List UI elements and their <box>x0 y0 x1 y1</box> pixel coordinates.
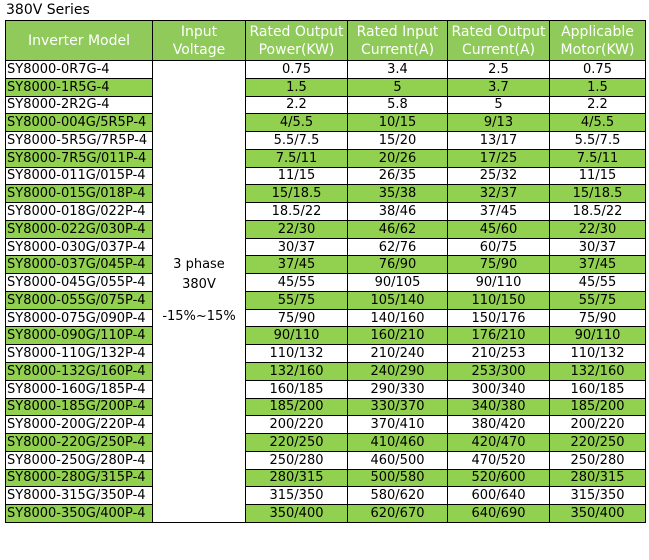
cell-model: SY8000-2R2G-4 <box>6 96 153 114</box>
header-applicable-motor: Applicable Motor(KW) <box>550 21 646 61</box>
cell-motor: 0.75 <box>550 61 646 79</box>
table-row <box>6 132 646 150</box>
cell-model: SY8000-110G/132P-4 <box>6 345 153 363</box>
cell-motor: 250/280 <box>550 451 646 469</box>
header-inverter-model: Inverter Model <box>6 21 153 61</box>
header-rated-output-power: Rated Output Power(KW) <box>246 21 348 61</box>
input-voltage-cell <box>153 61 246 523</box>
cell-power: 132/160 <box>246 363 348 381</box>
cell-in-current: 5.8 <box>348 96 448 114</box>
cell-out-current: 470/520 <box>448 451 550 469</box>
cell-model: SY8000-5R5G/7R5P-4 <box>6 132 153 150</box>
cell-power: 2.2 <box>246 96 348 114</box>
cell-power: 45/55 <box>246 274 348 292</box>
cell-out-current: 340/380 <box>448 398 550 416</box>
cell-out-current: 60/75 <box>448 238 550 256</box>
table-row <box>6 114 646 132</box>
cell-model: SY8000-022G/030P-4 <box>6 220 153 238</box>
cell-power: 250/280 <box>246 451 348 469</box>
cell-in-current: 76/90 <box>348 256 448 274</box>
cell-motor: 90/110 <box>550 327 646 345</box>
cell-out-current: 640/690 <box>448 505 550 523</box>
cell-in-current: 105/140 <box>348 291 448 309</box>
cell-out-current: 420/470 <box>448 434 550 452</box>
cell-out-current: 37/45 <box>448 203 550 221</box>
cell-in-current: 140/160 <box>348 309 448 327</box>
cell-model: SY8000-090G/110P-4 <box>6 327 153 345</box>
cell-motor: 2.2 <box>550 96 646 114</box>
cell-model: SY8000-030G/037P-4 <box>6 238 153 256</box>
table-row <box>6 238 646 256</box>
cell-in-current: 160/210 <box>348 327 448 345</box>
table-row <box>6 434 646 452</box>
cell-model: SY8000-018G/022P-4 <box>6 203 153 221</box>
cell-motor: 350/400 <box>550 505 646 523</box>
cell-motor: 11/15 <box>550 167 646 185</box>
cell-out-current: 253/300 <box>448 363 550 381</box>
cell-in-current: 62/76 <box>348 238 448 256</box>
cell-motor: 220/250 <box>550 434 646 452</box>
cell-motor: 7.5/11 <box>550 149 646 167</box>
cell-motor: 30/37 <box>550 238 646 256</box>
cell-in-current: 10/15 <box>348 114 448 132</box>
table-row <box>6 220 646 238</box>
cell-in-current: 290/330 <box>348 380 448 398</box>
table-row <box>6 185 646 203</box>
cell-in-current: 460/500 <box>348 451 448 469</box>
cell-out-current: 3.7 <box>448 78 550 96</box>
cell-power: 90/110 <box>246 327 348 345</box>
cell-in-current: 210/240 <box>348 345 448 363</box>
input-voltage-line1: 3 phase <box>173 257 225 273</box>
cell-power: 4/5.5 <box>246 114 348 132</box>
cell-model: SY8000-055G/075P-4 <box>6 291 153 309</box>
cell-model: SY8000-045G/055P-4 <box>6 274 153 292</box>
cell-out-current: 600/640 <box>448 487 550 505</box>
cell-model: SY8000-1R5G-4 <box>6 78 153 96</box>
cell-out-current: 150/176 <box>448 309 550 327</box>
table-row <box>6 256 646 274</box>
cell-out-current: 210/253 <box>448 345 550 363</box>
cell-model: SY8000-0R7G-4 <box>6 61 153 79</box>
cell-model: SY8000-004G/5R5P-4 <box>6 114 153 132</box>
cell-out-current: 300/340 <box>448 380 550 398</box>
input-voltage-line2: 380V <box>182 277 216 293</box>
table-row <box>6 167 646 185</box>
table-row <box>6 380 646 398</box>
cell-out-current: 17/25 <box>448 149 550 167</box>
cell-motor: 18.5/22 <box>550 203 646 221</box>
cell-power: 5.5/7.5 <box>246 132 348 150</box>
cell-out-current: 176/210 <box>448 327 550 345</box>
table-row <box>6 274 646 292</box>
header-rated-output-current: Rated Output Current(A) <box>448 21 550 61</box>
table-row <box>6 61 646 79</box>
table-row <box>6 345 646 363</box>
cell-power: 11/15 <box>246 167 348 185</box>
header-rated-input-current: Rated Input Current(A) <box>348 21 448 61</box>
header-row <box>6 21 646 61</box>
cell-in-current: 580/620 <box>348 487 448 505</box>
input-voltage-line3: -15%~15% <box>162 309 236 325</box>
cell-power: 220/250 <box>246 434 348 452</box>
table-caption: 380V Series <box>6 2 90 18</box>
table-row <box>6 469 646 487</box>
cell-motor: 1.5 <box>550 78 646 96</box>
cell-in-current: 370/410 <box>348 416 448 434</box>
header-input-voltage: Input Voltage <box>153 21 246 61</box>
cell-in-current: 15/20 <box>348 132 448 150</box>
table-row <box>6 505 646 523</box>
cell-model: SY8000-132G/160P-4 <box>6 363 153 381</box>
cell-model: SY8000-7R5G/011P-4 <box>6 149 153 167</box>
cell-out-current: 110/150 <box>448 291 550 309</box>
cell-out-current: 25/32 <box>448 167 550 185</box>
cell-power: 160/185 <box>246 380 348 398</box>
cell-motor: 55/75 <box>550 291 646 309</box>
cell-power: 185/200 <box>246 398 348 416</box>
cell-in-current: 46/62 <box>348 220 448 238</box>
cell-out-current: 13/17 <box>448 132 550 150</box>
cell-model: SY8000-075G/090P-4 <box>6 309 153 327</box>
cell-motor: 110/132 <box>550 345 646 363</box>
cell-power: 18.5/22 <box>246 203 348 221</box>
cell-motor: 280/315 <box>550 469 646 487</box>
cell-out-current: 45/60 <box>448 220 550 238</box>
cell-model: SY8000-015G/018P-4 <box>6 185 153 203</box>
cell-model: SY8000-315G/350P-4 <box>6 487 153 505</box>
cell-model: SY8000-200G/220P-4 <box>6 416 153 434</box>
cell-model: SY8000-185G/200P-4 <box>6 398 153 416</box>
cell-power: 1.5 <box>246 78 348 96</box>
cell-model: SY8000-250G/280P-4 <box>6 451 153 469</box>
cell-motor: 200/220 <box>550 416 646 434</box>
cell-in-current: 26/35 <box>348 167 448 185</box>
cell-motor: 37/45 <box>550 256 646 274</box>
cell-model: SY8000-220G/250P-4 <box>6 434 153 452</box>
cell-motor: 22/30 <box>550 220 646 238</box>
cell-in-current: 410/460 <box>348 434 448 452</box>
cell-motor: 315/350 <box>550 487 646 505</box>
cell-model: SY8000-160G/185P-4 <box>6 380 153 398</box>
cell-power: 200/220 <box>246 416 348 434</box>
table-row <box>6 203 646 221</box>
cell-motor: 75/90 <box>550 309 646 327</box>
cell-model: SY8000-280G/315P-4 <box>6 469 153 487</box>
cell-power: 22/30 <box>246 220 348 238</box>
cell-model: SY8000-350G/400P-4 <box>6 505 153 523</box>
cell-motor: 132/160 <box>550 363 646 381</box>
cell-motor: 4/5.5 <box>550 114 646 132</box>
cell-power: 55/75 <box>246 291 348 309</box>
cell-in-current: 330/370 <box>348 398 448 416</box>
cell-motor: 160/185 <box>550 380 646 398</box>
cell-power: 280/315 <box>246 469 348 487</box>
cell-power: 350/400 <box>246 505 348 523</box>
cell-in-current: 5 <box>348 78 448 96</box>
cell-in-current: 20/26 <box>348 149 448 167</box>
cell-power: 110/132 <box>246 345 348 363</box>
table-row <box>6 309 646 327</box>
cell-model: SY8000-037G/045P-4 <box>6 256 153 274</box>
table-row <box>6 327 646 345</box>
table-row <box>6 416 646 434</box>
cell-model: SY8000-011G/015P-4 <box>6 167 153 185</box>
cell-out-current: 75/90 <box>448 256 550 274</box>
cell-motor: 15/18.5 <box>550 185 646 203</box>
cell-out-current: 9/13 <box>448 114 550 132</box>
cell-in-current: 35/38 <box>348 185 448 203</box>
cell-out-current: 90/110 <box>448 274 550 292</box>
cell-in-current: 90/105 <box>348 274 448 292</box>
cell-motor: 185/200 <box>550 398 646 416</box>
cell-out-current: 2.5 <box>448 61 550 79</box>
cell-in-current: 3.4 <box>348 61 448 79</box>
table-row <box>6 149 646 167</box>
table-row <box>6 398 646 416</box>
cell-power: 37/45 <box>246 256 348 274</box>
cell-out-current: 380/420 <box>448 416 550 434</box>
cell-power: 315/350 <box>246 487 348 505</box>
cell-power: 7.5/11 <box>246 149 348 167</box>
cell-in-current: 620/670 <box>348 505 448 523</box>
cell-out-current: 32/37 <box>448 185 550 203</box>
cell-in-current: 500/580 <box>348 469 448 487</box>
cell-in-current: 240/290 <box>348 363 448 381</box>
cell-power: 0.75 <box>246 61 348 79</box>
cell-in-current: 38/46 <box>348 203 448 221</box>
table-row <box>6 363 646 381</box>
cell-power: 15/18.5 <box>246 185 348 203</box>
inverter-spec-table <box>5 20 646 523</box>
cell-out-current: 5 <box>448 96 550 114</box>
table-row <box>6 291 646 309</box>
cell-motor: 45/55 <box>550 274 646 292</box>
cell-power: 75/90 <box>246 309 348 327</box>
cell-out-current: 520/600 <box>448 469 550 487</box>
table-row <box>6 451 646 469</box>
table-row <box>6 487 646 505</box>
cell-power: 30/37 <box>246 238 348 256</box>
cell-motor: 5.5/7.5 <box>550 132 646 150</box>
table-row <box>6 96 646 114</box>
table-row <box>6 78 646 96</box>
